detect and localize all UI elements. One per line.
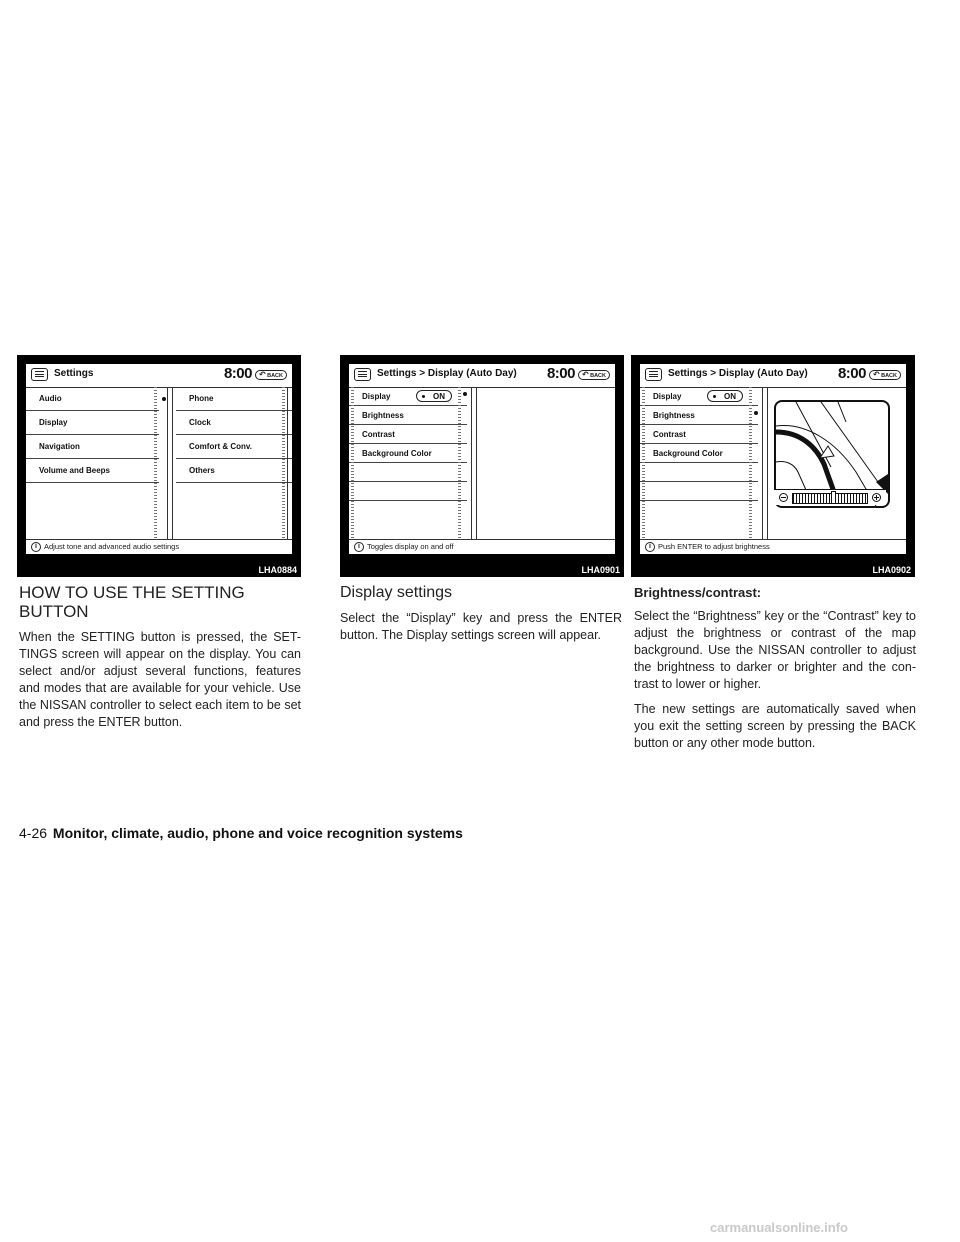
settings-icon	[31, 368, 48, 381]
brightness-screen	[640, 364, 906, 554]
clock: 8:00	[546, 365, 575, 382]
plus-icon[interactable]	[872, 493, 881, 502]
menu-item-label: Display	[362, 392, 391, 401]
figure-code: LHA0902	[872, 565, 911, 575]
section-heading: HOW TO USE THE SETTING BUTTON	[19, 583, 245, 621]
selection-dot	[162, 397, 166, 401]
menu-item-brightness[interactable]: Brightness	[349, 406, 467, 425]
figure-display-settings	[340, 355, 624, 577]
screen-header	[26, 364, 292, 388]
menu-item-contrast[interactable]: Contrast	[640, 425, 758, 444]
screen-title: Settings	[54, 368, 94, 379]
menu-item-display[interactable]: Display	[26, 411, 159, 435]
back-button[interactable]: ↶ BACK	[255, 370, 287, 380]
menu-item-display[interactable]	[640, 387, 758, 406]
menu-item-navigation[interactable]: Navigation	[26, 435, 159, 459]
brightness-slider[interactable]	[774, 489, 886, 505]
column-display-settings	[340, 583, 622, 652]
menu-item-display[interactable]	[349, 387, 467, 406]
help-bar: i Adjust tone and advanced audio settings	[26, 539, 292, 554]
minus-icon[interactable]	[779, 493, 788, 502]
scroll-ticks	[749, 387, 752, 540]
menu-item-empty	[349, 482, 467, 501]
settings-icon	[645, 368, 662, 381]
menu-item-empty	[640, 482, 758, 501]
scroll-ticks	[351, 387, 354, 540]
column-brightness-contrast	[634, 585, 916, 760]
page-number: 4-26	[19, 825, 48, 841]
on-toggle[interactable]: ON	[416, 390, 452, 402]
divider-arc	[762, 387, 768, 540]
menu-item-comfort-conv[interactable]: Comfort & Conv.	[176, 435, 292, 459]
column-how-to-use	[19, 583, 301, 739]
figure-settings-menu	[17, 355, 301, 577]
help-bar: i Toggles display on and off	[349, 539, 615, 554]
scroll-ticks	[282, 387, 285, 540]
divider-arc	[287, 387, 292, 540]
scroll-ticks	[642, 387, 645, 540]
menu-item-brightness[interactable]: Brightness	[640, 406, 758, 425]
section-body: When the SETTING button is pressed, the SET-TINGS screen will appear on the display. You can select and/or adjust several functions, features and modes that are available for your vehicle. Use the NISSAN controller to select each item to be set and press the ENTER button.	[19, 630, 301, 729]
on-toggle[interactable]: ON	[707, 390, 743, 402]
menu-item-others[interactable]: Others	[176, 459, 292, 483]
menu-item-empty	[349, 501, 467, 520]
menu-item-background-color[interactable]: Background Color	[349, 444, 467, 463]
menu-item-empty	[640, 501, 758, 520]
clock: 8:00	[837, 365, 866, 382]
menu-item-label: Display	[653, 392, 682, 401]
scroll-ticks	[154, 387, 157, 540]
display-settings-screen	[349, 364, 615, 554]
chapter-title: Monitor, climate, audio, phone and voice recognition systems	[52, 825, 463, 841]
scroll-ticks	[458, 387, 461, 540]
selection-dot	[463, 392, 467, 396]
section-paragraph: Select the “Brightness” key or the “Contrast” key to adjust the brightness or contrast of the map background. Use the NISSAN controller to adjust the brightness to darker or brighter and the con-trast to lower or higher.	[634, 609, 916, 691]
menu-item-clock[interactable]: Clock	[176, 411, 292, 435]
selection-dot	[754, 411, 758, 415]
page-footer	[19, 825, 463, 841]
menu-item-phone[interactable]: Phone	[176, 387, 292, 411]
menu-item-empty	[349, 463, 467, 482]
settings-icon	[354, 368, 371, 381]
menu-item-contrast[interactable]: Contrast	[349, 425, 467, 444]
figure-code: LHA0901	[581, 565, 620, 575]
back-button[interactable]: ↶ BACK	[869, 370, 901, 380]
menu-item-background-color[interactable]: Background Color	[640, 444, 758, 463]
menu-item-audio[interactable]: Audio	[26, 387, 159, 411]
brightness-scale	[792, 493, 868, 504]
section-body: Select the “Display” key and press the ENTER button. The Display settings screen will appear.	[340, 611, 622, 642]
screen-header	[349, 364, 615, 388]
menu-item-empty	[640, 463, 758, 482]
screen-title: Settings > Display (Auto Day)	[668, 368, 808, 379]
menu-item-volume-beeps[interactable]: Volume and Beeps	[26, 459, 159, 483]
divider-arc	[471, 387, 477, 540]
section-heading: Display settings	[340, 584, 453, 601]
divider-arc	[167, 387, 173, 540]
settings-screen	[26, 364, 292, 554]
figure-brightness-adjust	[631, 355, 915, 577]
screen-title: Settings > Display (Auto Day)	[377, 368, 517, 379]
figure-code: LHA0884	[258, 565, 297, 575]
section-heading: Brightness/contrast:	[634, 585, 762, 600]
watermark: carmanualsonline.info	[710, 1220, 848, 1235]
screen-header	[640, 364, 906, 388]
help-bar: i Push ENTER to adjust brightness	[640, 539, 906, 554]
back-button[interactable]: ↶ BACK	[578, 370, 610, 380]
slider-handle[interactable]	[831, 491, 836, 504]
clock: 8:00	[223, 365, 252, 382]
section-paragraph: The new settings are automatically saved when you exit the setting screen by pressing the BACK button or any other mode button.	[634, 702, 916, 750]
